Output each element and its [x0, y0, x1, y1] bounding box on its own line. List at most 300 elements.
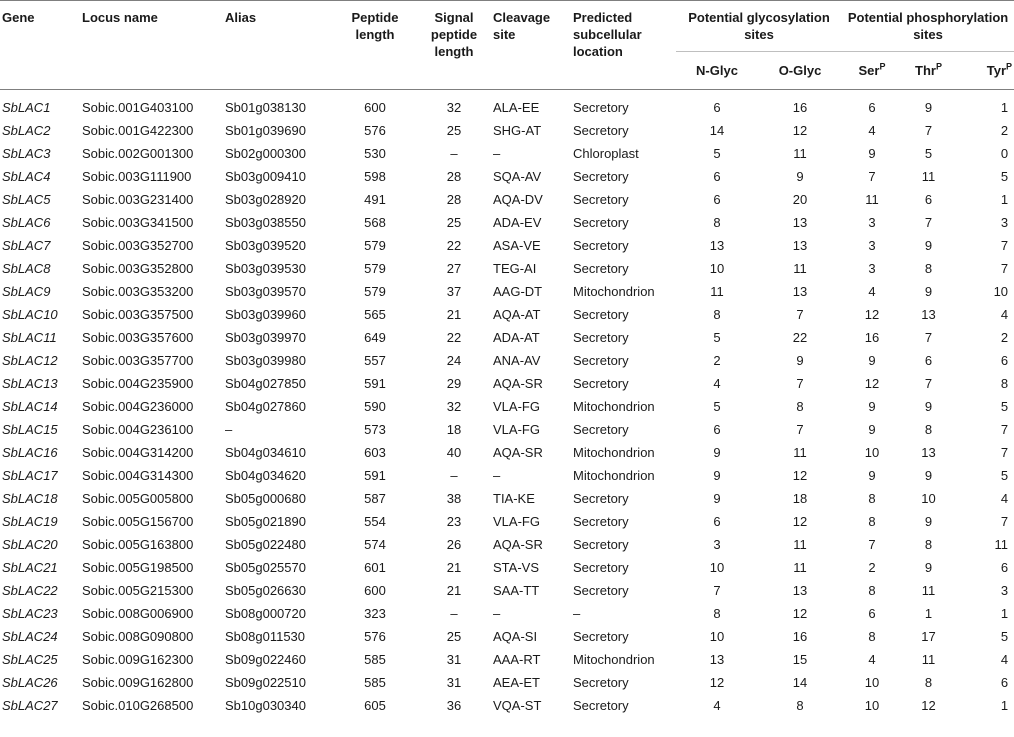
cell-peptide-length: 579 — [364, 238, 386, 253]
cell-gene: SbLAC14 — [2, 399, 58, 414]
cell-cleavage-site: AQA-AT — [493, 307, 541, 322]
cell-n-glyc: 5 — [713, 399, 721, 414]
cell-tyr: 3 — [1000, 583, 1009, 598]
cell-cleavage-site: – — [493, 146, 501, 161]
cell-n-glyc: 10 — [709, 629, 725, 644]
cell-subcellular-location: Secretory — [573, 100, 629, 115]
thr-superscript: P — [935, 61, 942, 72]
cell-n-glyc: 6 — [713, 422, 721, 437]
cell-tyr: 4 — [1000, 307, 1009, 322]
header-o-glyc: O-Glyc — [778, 63, 822, 78]
cell-cleavage-site: SHG-AT — [493, 123, 542, 138]
cell-ser: 3 — [868, 261, 876, 276]
cell-o-glyc: 22 — [792, 330, 808, 345]
cell-locus-name: Sobic.010G268500 — [82, 698, 194, 713]
cell-signal-peptide-length: 31 — [446, 675, 462, 690]
cell-thr: 7 — [924, 330, 933, 345]
cell-gene: SbLAC20 — [2, 537, 58, 552]
cell-n-glyc: 4 — [713, 376, 721, 391]
cell-alias: Sb09g022460 — [225, 652, 306, 667]
header-peptide-length: Peptide length — [351, 10, 399, 42]
cell-gene: SbLAC10 — [2, 307, 58, 322]
cell-peptide-length: 576 — [364, 123, 386, 138]
cell-subcellular-location: Mitochondrion — [573, 445, 655, 460]
cell-locus-name: Sobic.004G314300 — [82, 468, 194, 483]
cell-peptide-length: 598 — [364, 169, 386, 184]
header-tyr — [955, 52, 1014, 90]
cell-subcellular-location: Secretory — [573, 560, 629, 575]
cell-o-glyc: 8 — [796, 698, 804, 713]
cell-cleavage-site: ANA-AV — [493, 353, 541, 368]
cell-peptide-length: 587 — [364, 491, 386, 506]
cell-thr: 6 — [924, 192, 933, 207]
cell-alias: Sb09g022510 — [225, 675, 306, 690]
cell-alias: Sb08g000720 — [225, 606, 306, 621]
cell-ser: 9 — [868, 422, 876, 437]
cell-cleavage-site: AQA-SR — [493, 537, 543, 552]
cell-subcellular-location: Secretory — [573, 537, 629, 552]
cell-tyr: 3 — [1000, 215, 1009, 230]
cell-gene: SbLAC26 — [2, 675, 58, 690]
cell-locus-name: Sobic.005G163800 — [82, 537, 194, 552]
header-ser — [842, 52, 902, 90]
cell-thr: 10 — [921, 491, 936, 506]
cell-gene: SbLAC24 — [2, 629, 58, 644]
cell-cleavage-site: VLA-FG — [493, 422, 540, 437]
cell-ser: 9 — [868, 353, 876, 368]
cell-locus-name: Sobic.003G352800 — [82, 261, 194, 276]
cell-subcellular-location: Secretory — [573, 307, 629, 322]
cell-ser: 2 — [868, 560, 876, 575]
cell-subcellular-location: Secretory — [573, 629, 629, 644]
cell-subcellular-location: Secretory — [573, 192, 629, 207]
cell-alias: Sb03g039970 — [225, 330, 306, 345]
cell-cleavage-site: TIA-KE — [493, 491, 535, 506]
cell-alias: Sb04g034620 — [225, 468, 306, 483]
table-row — [0, 280, 1014, 303]
cell-subcellular-location: Secretory — [573, 238, 629, 253]
cell-n-glyc: 12 — [709, 675, 725, 690]
cell-alias: Sb05g021890 — [225, 514, 306, 529]
cell-n-glyc: 4 — [713, 698, 721, 713]
table-body — [0, 90, 1014, 718]
cell-thr: 9 — [924, 284, 933, 299]
cell-cleavage-site: VQA-ST — [493, 698, 542, 713]
cell-n-glyc: 14 — [709, 123, 725, 138]
table-row — [0, 303, 1014, 326]
cell-subcellular-location: Secretory — [573, 422, 629, 437]
cell-tyr: 6 — [1000, 353, 1009, 368]
cell-cleavage-site: AQA-SI — [493, 629, 538, 644]
cell-cleavage-site: ALA-EE — [493, 100, 540, 115]
cell-subcellular-location: Secretory — [573, 215, 629, 230]
cell-tyr: 10 — [993, 284, 1009, 299]
cell-o-glyc: 9 — [796, 353, 804, 368]
table-row — [0, 90, 1014, 120]
cell-gene: SbLAC12 — [2, 353, 58, 368]
cell-locus-name: Sobic.004G236100 — [82, 422, 194, 437]
cell-alias: Sb04g027850 — [225, 376, 306, 391]
cell-o-glyc: 12 — [792, 606, 808, 621]
cell-ser: 12 — [864, 307, 880, 322]
cell-subcellular-location: Chloroplast — [573, 146, 639, 161]
cell-peptide-length: 554 — [364, 514, 386, 529]
header-subcellular-location: Predicted subcellular location — [573, 10, 642, 59]
cell-signal-peptide-length: 18 — [446, 422, 462, 437]
cell-signal-peptide-length: – — [450, 468, 458, 483]
cell-o-glyc: 16 — [792, 100, 808, 115]
cell-ser: 8 — [868, 629, 876, 644]
cell-locus-name: Sobic.003G357600 — [82, 330, 194, 345]
table-row — [0, 533, 1014, 556]
cell-thr: 8 — [924, 422, 933, 437]
cell-signal-peptide-length: 22 — [446, 238, 462, 253]
cell-ser: 9 — [868, 468, 876, 483]
cell-gene: SbLAC2 — [2, 123, 51, 138]
cell-cleavage-site: SQA-AV — [493, 169, 542, 184]
cell-o-glyc: 12 — [792, 123, 808, 138]
cell-locus-name: Sobic.001G403100 — [82, 100, 194, 115]
cell-signal-peptide-length: 21 — [446, 583, 462, 598]
cell-signal-peptide-length: 38 — [446, 491, 462, 506]
cell-tyr: 7 — [1000, 514, 1009, 529]
cell-ser: 11 — [865, 192, 879, 207]
cell-gene: SbLAC7 — [2, 238, 51, 253]
cell-alias: Sb05g022480 — [225, 537, 306, 552]
table-row — [0, 625, 1014, 648]
cell-cleavage-site: AAG-DT — [493, 284, 543, 299]
cell-peptide-length: 573 — [364, 422, 386, 437]
cell-cleavage-site: SAA-TT — [493, 583, 540, 598]
cell-locus-name: Sobic.003G352700 — [82, 238, 194, 253]
cell-signal-peptide-length: 21 — [446, 307, 462, 322]
table-row — [0, 326, 1014, 349]
cell-peptide-length: 601 — [364, 560, 386, 575]
cell-locus-name: Sobic.003G111900 — [82, 169, 192, 184]
header-phosphorylation-group: Potential phosphorylation sites — [842, 1, 1014, 52]
table-row — [0, 602, 1014, 625]
cell-signal-peptide-length: 22 — [446, 330, 462, 345]
cell-locus-name: Sobic.003G357700 — [82, 353, 194, 368]
cell-gene: SbLAC17 — [2, 468, 58, 483]
cell-tyr: 11 — [994, 537, 1009, 552]
cell-peptide-length: 591 — [364, 376, 386, 391]
cell-locus-name: Sobic.004G236000 — [82, 399, 194, 414]
cell-locus-name: Sobic.005G215300 — [82, 583, 194, 598]
cell-o-glyc: 16 — [792, 629, 808, 644]
cell-alias: Sb01g039690 — [225, 123, 306, 138]
cell-tyr: 2 — [1000, 330, 1009, 345]
cell-o-glyc: 12 — [792, 514, 808, 529]
cell-peptide-length: 568 — [364, 215, 386, 230]
cell-peptide-length: 323 — [364, 606, 386, 621]
cell-gene: SbLAC11 — [2, 330, 57, 345]
cell-tyr: 5 — [1000, 468, 1009, 483]
cell-signal-peptide-length: 25 — [446, 629, 462, 644]
cell-thr: 7 — [924, 123, 933, 138]
cell-tyr: 8 — [1000, 376, 1009, 391]
cell-thr: 11 — [921, 652, 936, 667]
cell-alias: Sb02g000300 — [225, 146, 306, 161]
cell-alias: Sb03g039520 — [225, 238, 306, 253]
cell-signal-peptide-length: – — [450, 146, 458, 161]
cell-tyr: 6 — [1000, 560, 1009, 575]
cell-tyr: 7 — [1000, 422, 1009, 437]
table-header — [0, 1, 1014, 90]
thr-label: Thr — [915, 63, 936, 78]
cell-ser: 3 — [868, 238, 876, 253]
cell-thr: 1 — [924, 606, 933, 621]
cell-subcellular-location: Mitochondrion — [573, 284, 655, 299]
cell-gene: SbLAC19 — [2, 514, 58, 529]
cell-o-glyc: 11 — [793, 537, 807, 552]
cell-thr: 8 — [924, 261, 933, 276]
cell-n-glyc: 9 — [713, 468, 721, 483]
cell-peptide-length: 576 — [364, 629, 386, 644]
cell-n-glyc: 13 — [709, 652, 725, 667]
table-row — [0, 119, 1014, 142]
cell-signal-peptide-length: 26 — [446, 537, 462, 552]
cell-n-glyc: 2 — [713, 353, 721, 368]
header-locus-name: Locus name — [82, 10, 158, 25]
cell-subcellular-location: Secretory — [573, 491, 629, 506]
cell-alias: Sb03g039570 — [225, 284, 306, 299]
cell-gene: SbLAC15 — [2, 422, 58, 437]
cell-n-glyc: 8 — [713, 215, 721, 230]
cell-locus-name: Sobic.005G198500 — [82, 560, 194, 575]
cell-gene: SbLAC3 — [2, 146, 51, 161]
cell-peptide-length: 585 — [364, 675, 386, 690]
cell-thr: 7 — [924, 376, 933, 391]
cell-gene: SbLAC1 — [2, 100, 51, 115]
cell-alias: Sb03g039530 — [225, 261, 306, 276]
cell-thr: 12 — [921, 698, 936, 713]
cell-ser: 7 — [868, 169, 876, 184]
cell-thr: 9 — [924, 399, 933, 414]
cell-signal-peptide-length: 23 — [446, 514, 462, 529]
cell-o-glyc: 8 — [796, 399, 804, 414]
cell-ser: 8 — [868, 514, 876, 529]
cell-subcellular-location: Secretory — [573, 353, 629, 368]
cell-gene: SbLAC25 — [2, 652, 58, 667]
cell-tyr: 6 — [1000, 675, 1009, 690]
cell-n-glyc: 5 — [713, 330, 721, 345]
cell-o-glyc: 9 — [796, 169, 804, 184]
cell-cleavage-site: ASA-VE — [493, 238, 541, 253]
cell-ser: 10 — [864, 675, 880, 690]
table-row — [0, 188, 1014, 211]
cell-locus-name: Sobic.003G357500 — [82, 307, 194, 322]
header-cleavage-site: Cleavage site — [493, 10, 551, 42]
cell-tyr: 7 — [1000, 238, 1009, 253]
cell-signal-peptide-length: 32 — [446, 100, 462, 115]
header-glycosylation-group: Potential glycosylation sites — [676, 1, 842, 52]
cell-tyr: 2 — [1000, 123, 1009, 138]
cell-locus-name: Sobic.001G422300 — [82, 123, 194, 138]
table-row — [0, 234, 1014, 257]
table-row — [0, 418, 1014, 441]
cell-subcellular-location: Secretory — [573, 169, 629, 184]
cell-peptide-length: 579 — [364, 261, 386, 276]
cell-gene: SbLAC6 — [2, 215, 51, 230]
cell-subcellular-location: Secretory — [573, 583, 629, 598]
cell-o-glyc: 7 — [796, 422, 804, 437]
cell-locus-name: Sobic.008G006900 — [82, 606, 194, 621]
cell-o-glyc: 13 — [792, 238, 808, 253]
cell-ser: 3 — [868, 215, 876, 230]
cell-signal-peptide-length: 27 — [446, 261, 462, 276]
table-row — [0, 349, 1014, 372]
cell-alias: Sb08g011530 — [225, 629, 306, 644]
cell-n-glyc: 13 — [709, 238, 725, 253]
cell-signal-peptide-length: 36 — [446, 698, 462, 713]
cell-ser: 4 — [868, 123, 876, 138]
cell-n-glyc: 5 — [713, 146, 721, 161]
cell-gene: SbLAC22 — [2, 583, 58, 598]
cell-alias: Sb03g009410 — [225, 169, 306, 184]
cell-alias: Sb03g039980 — [225, 353, 306, 368]
header-gene: Gene — [2, 10, 35, 25]
cell-signal-peptide-length: 28 — [446, 169, 462, 184]
cell-peptide-length: 574 — [364, 537, 386, 552]
cell-alias: Sb05g026630 — [225, 583, 306, 598]
ser-superscript: P — [879, 61, 886, 72]
cell-peptide-length: 530 — [364, 146, 386, 161]
cell-cleavage-site: – — [493, 468, 501, 483]
tyr-superscript: P — [1006, 61, 1013, 72]
cell-o-glyc: 11 — [793, 445, 807, 460]
cell-thr: 11 — [921, 583, 936, 598]
cell-subcellular-location: Secretory — [573, 123, 629, 138]
cell-ser: 6 — [868, 100, 876, 115]
cell-n-glyc: 8 — [713, 606, 721, 621]
cell-tyr: 0 — [1000, 146, 1009, 161]
cell-alias: Sb03g028920 — [225, 192, 306, 207]
cell-thr: 11 — [921, 169, 936, 184]
cell-o-glyc: 13 — [792, 284, 808, 299]
cell-thr: 9 — [924, 514, 933, 529]
cell-gene: SbLAC13 — [2, 376, 58, 391]
cell-ser: 4 — [868, 652, 876, 667]
cell-cleavage-site: VLA-FG — [493, 399, 540, 414]
cell-signal-peptide-length: 28 — [446, 192, 462, 207]
cell-o-glyc: 11 — [793, 261, 807, 276]
cell-thr: 9 — [924, 468, 933, 483]
cell-locus-name: Sobic.003G231400 — [82, 192, 194, 207]
cell-ser: 7 — [868, 537, 876, 552]
cell-alias: Sb03g038550 — [225, 215, 306, 230]
cell-subcellular-location: Secretory — [573, 376, 629, 391]
tyr-label: Tyr — [986, 63, 1007, 78]
cell-thr: 5 — [924, 146, 933, 161]
cell-tyr: 5 — [1000, 169, 1009, 184]
cell-subcellular-location: – — [573, 606, 581, 621]
cell-subcellular-location: Secretory — [573, 514, 629, 529]
cell-n-glyc: 3 — [713, 537, 721, 552]
cell-locus-name: Sobic.004G235900 — [82, 376, 194, 391]
cell-signal-peptide-length: 32 — [446, 399, 462, 414]
cell-o-glyc: 7 — [796, 376, 804, 391]
cell-tyr: 7 — [1000, 261, 1009, 276]
cell-subcellular-location: Secretory — [573, 698, 629, 713]
cell-alias: Sb10g030340 — [225, 698, 306, 713]
cell-signal-peptide-length: 25 — [446, 215, 462, 230]
cell-peptide-length: 585 — [364, 652, 386, 667]
cell-thr: 8 — [924, 675, 933, 690]
cell-tyr: 4 — [1000, 652, 1009, 667]
table-row — [0, 648, 1014, 671]
cell-peptide-length: 557 — [364, 353, 386, 368]
cell-locus-name: Sobic.005G005800 — [82, 491, 194, 506]
cell-cleavage-site: ADA-EV — [493, 215, 542, 230]
cell-subcellular-location: Secretory — [573, 330, 629, 345]
cell-peptide-length: 491 — [364, 192, 386, 207]
cell-n-glyc: 6 — [713, 100, 721, 115]
cell-tyr: 1 — [1000, 192, 1009, 207]
cell-o-glyc: 13 — [792, 215, 808, 230]
table-row — [0, 441, 1014, 464]
cell-gene: SbLAC4 — [2, 169, 51, 184]
cell-tyr: 4 — [1000, 491, 1009, 506]
cell-gene: SbLAC16 — [2, 445, 58, 460]
cell-ser: 10 — [864, 698, 880, 713]
cell-alias: – — [225, 422, 233, 437]
table-row — [0, 579, 1014, 602]
table-row — [0, 671, 1014, 694]
cell-peptide-length: 649 — [364, 330, 386, 345]
cell-signal-peptide-length: 21 — [446, 560, 462, 575]
cell-o-glyc: 18 — [792, 491, 808, 506]
cell-o-glyc: 7 — [796, 307, 804, 322]
cell-locus-name: Sobic.008G090800 — [82, 629, 194, 644]
cell-n-glyc: 11 — [710, 284, 724, 299]
cell-cleavage-site: AQA-DV — [493, 192, 543, 207]
cell-o-glyc: 14 — [792, 675, 808, 690]
cell-n-glyc: 6 — [713, 192, 721, 207]
cell-tyr: 1 — [1000, 606, 1009, 621]
cell-thr: 13 — [921, 307, 936, 322]
cell-o-glyc: 11 — [793, 560, 807, 575]
cell-n-glyc: 9 — [713, 491, 721, 506]
cell-peptide-length: 605 — [364, 698, 386, 713]
cell-n-glyc: 6 — [713, 169, 721, 184]
cell-gene: SbLAC21 — [2, 560, 58, 575]
table-row — [0, 464, 1014, 487]
cell-signal-peptide-length: 25 — [446, 123, 462, 138]
cell-cleavage-site: AQA-SR — [493, 376, 543, 391]
cell-locus-name: Sobic.005G156700 — [82, 514, 194, 529]
cell-ser: 8 — [868, 491, 876, 506]
cell-signal-peptide-length: 40 — [446, 445, 462, 460]
cell-cleavage-site: STA-VS — [493, 560, 539, 575]
cell-alias: Sb05g025570 — [225, 560, 306, 575]
cell-cleavage-site: AQA-SR — [493, 445, 543, 460]
cell-gene: SbLAC27 — [2, 698, 58, 713]
cell-alias: Sb05g000680 — [225, 491, 306, 506]
cell-peptide-length: 600 — [364, 583, 386, 598]
cell-cleavage-site: ADA-AT — [493, 330, 540, 345]
header-alias: Alias — [225, 10, 257, 25]
cell-ser: 10 — [864, 445, 880, 460]
cell-ser: 9 — [868, 399, 876, 414]
cell-n-glyc: 7 — [713, 583, 721, 598]
cell-o-glyc: 15 — [792, 652, 808, 667]
cell-signal-peptide-length: 29 — [446, 376, 462, 391]
cell-o-glyc: 20 — [792, 192, 808, 207]
table-row — [0, 694, 1014, 717]
cell-ser: 6 — [868, 606, 876, 621]
cell-subcellular-location: Mitochondrion — [573, 399, 655, 414]
